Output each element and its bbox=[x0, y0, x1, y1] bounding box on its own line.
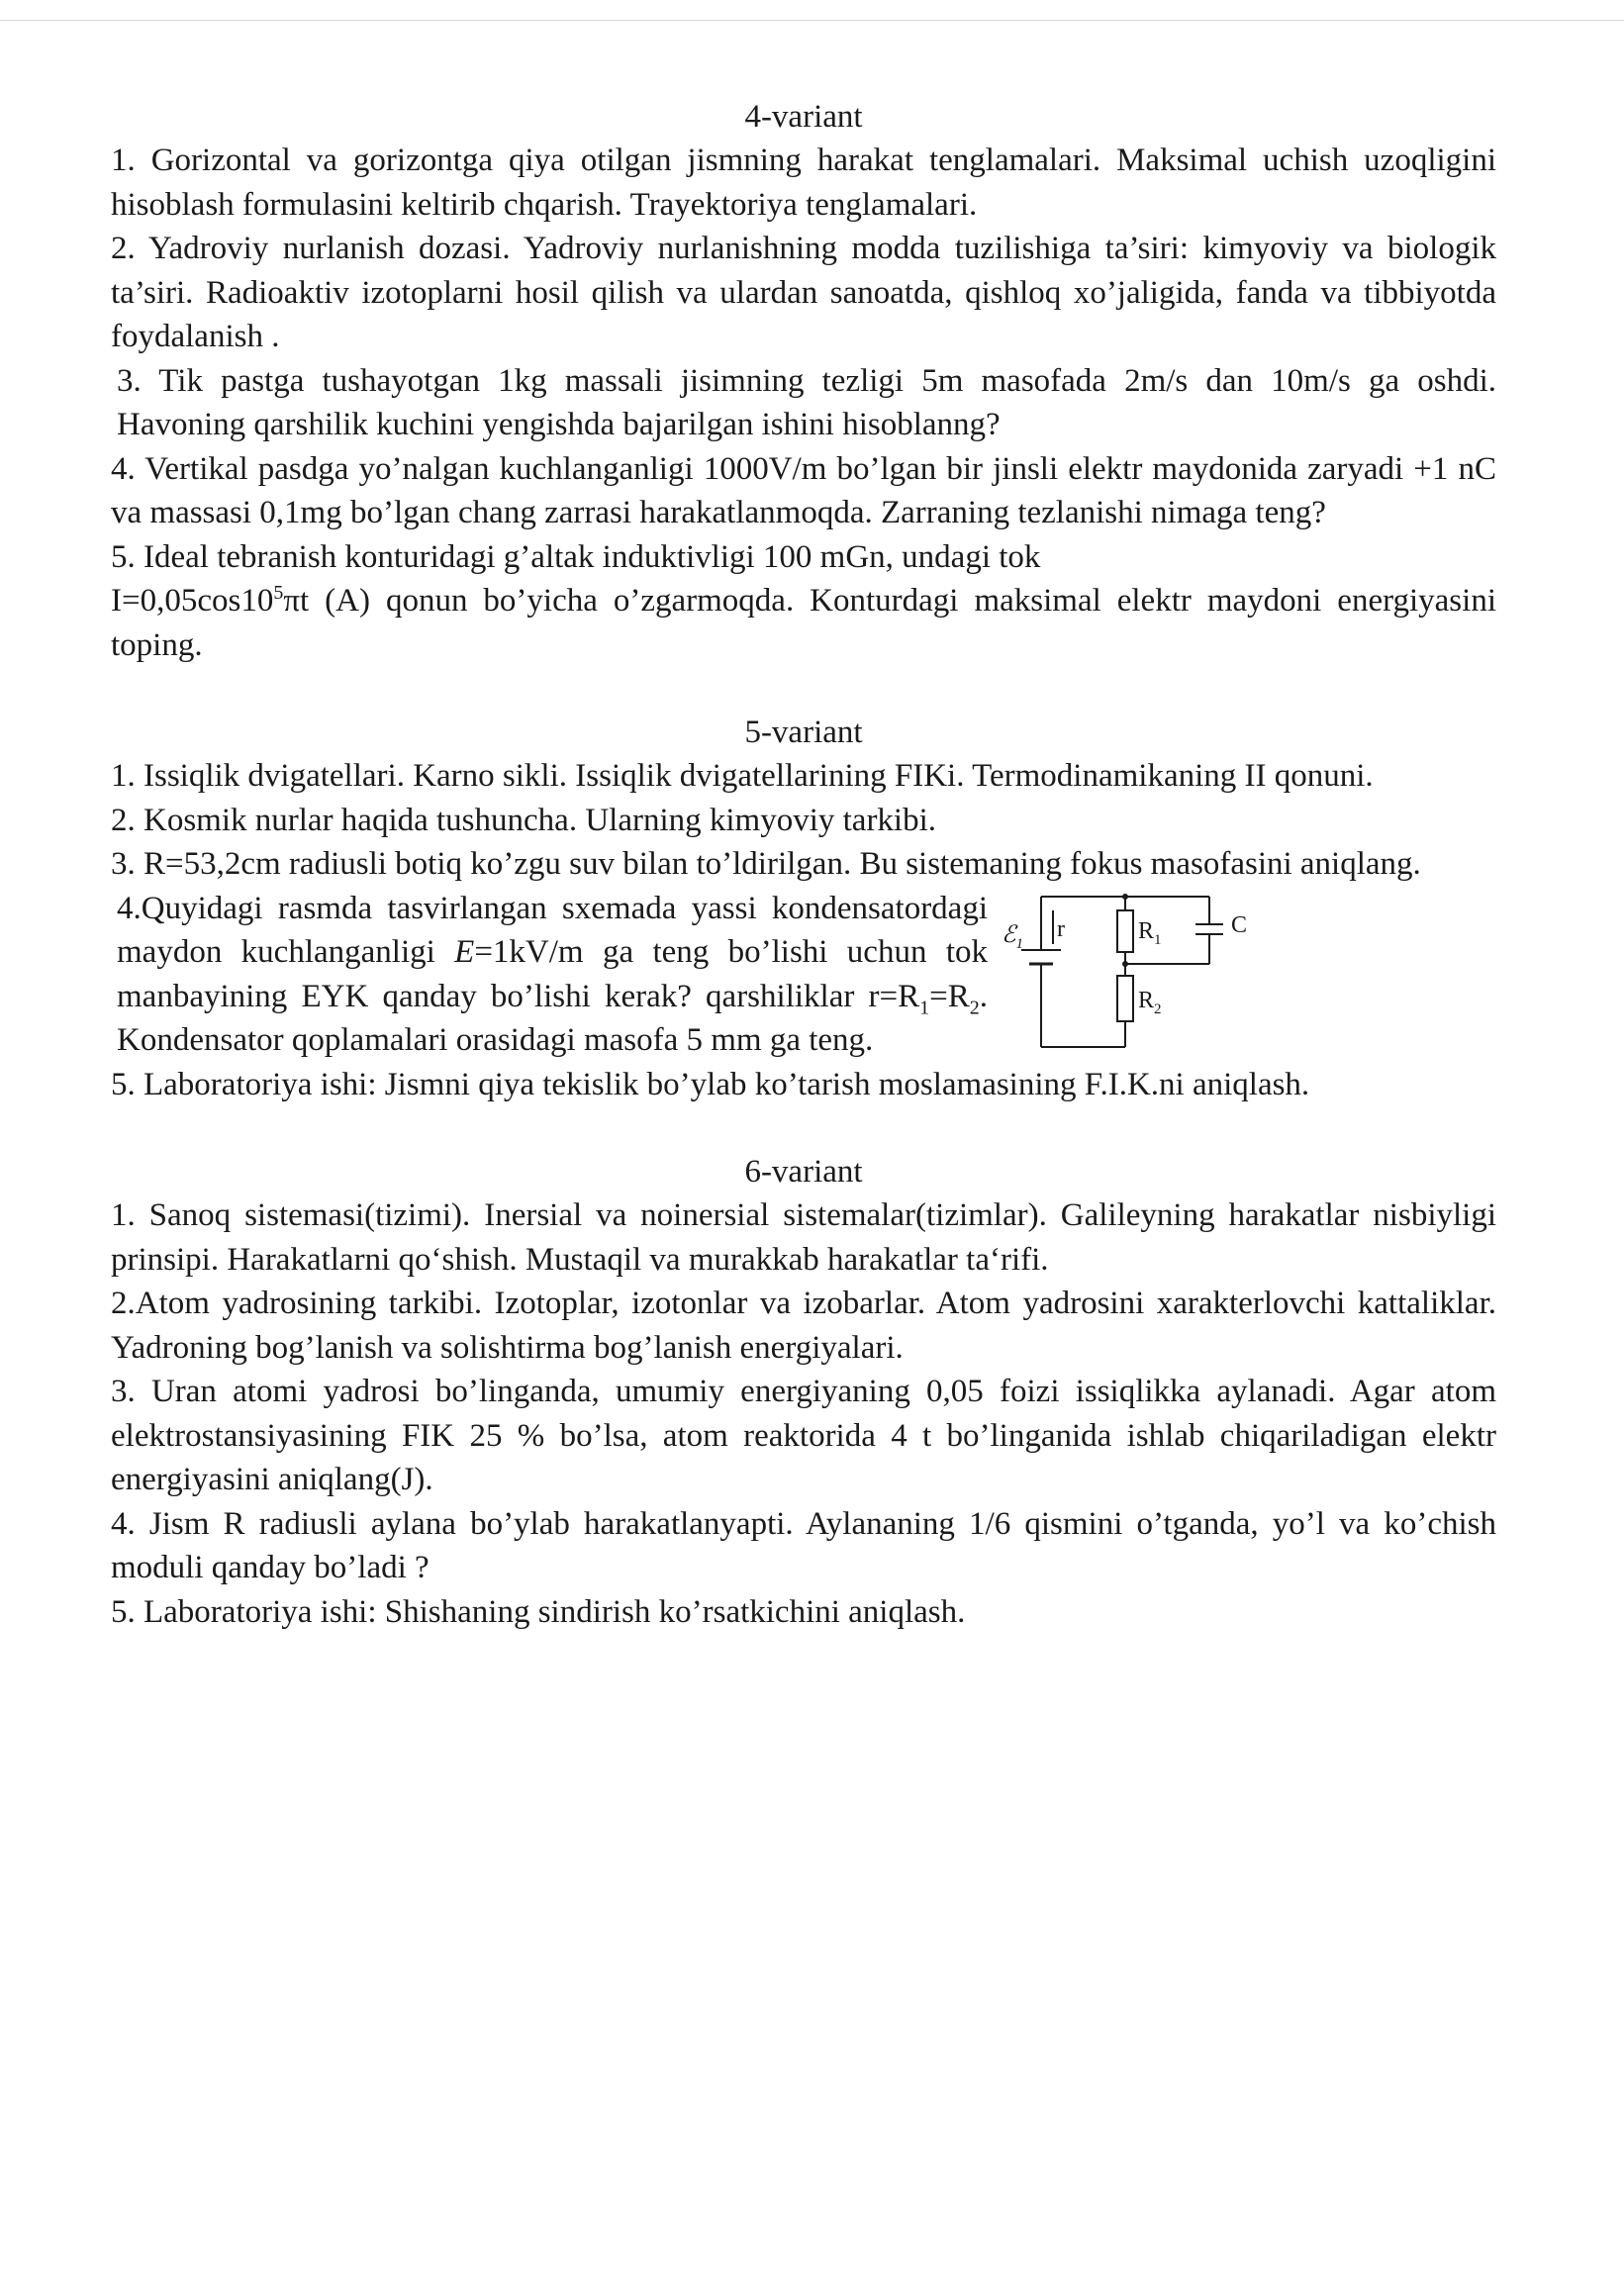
question-item: 1. Sanoq sistemasi(tizimi). Inersial va noinersial sistemalar(tizimlar). Galileyning harakatlar nisbiyligi prinsipi. Harakatlarni qo‘shish. Mustaqil va murakkab harakatlar ta‘rifi. bbox=[111, 1197, 1496, 1278]
variant-5-section bbox=[111, 711, 1496, 1106]
variant-heading: 5-variant bbox=[744, 715, 863, 750]
document-page bbox=[111, 95, 1496, 1634]
variant-6-section bbox=[111, 1150, 1496, 1634]
question-text: =1kV/m ga teng bo’lishi uchun tok manbayining EYK qanday bo’lishi kerak? qarshiliklar r=R bbox=[117, 934, 988, 1014]
question-text: . Kondensator qoplamalari orasidagi masofa 5 mm ga teng. bbox=[117, 978, 988, 1058]
question-item: 2. Yadroviy nurlanish dozasi. Yadroviy nurlanishning modda tuzilishiga ta’siri: kimyoviy va biologik ta’siri. Radioaktiv izotoplarni hosil qilish va ulardan sanoatda, qishloq xo’jaligida, fanda va tibbiyotda foydalanish . bbox=[111, 231, 1496, 354]
variant-heading: 4-variant bbox=[744, 99, 863, 135]
capacitor-label: C bbox=[1231, 911, 1248, 938]
question-item: 5. Laboratoriya ishi: Jismni qiya tekislik bo’ylab ko’tarish moslamasining F.I.K.ni aniqlash. bbox=[111, 1066, 1310, 1102]
question-item bbox=[111, 887, 988, 1063]
subscript: 1 bbox=[919, 997, 930, 1019]
resistor-r2 bbox=[1117, 976, 1133, 1021]
variant-heading: 6-variant bbox=[744, 1154, 863, 1190]
r-label: r bbox=[1057, 915, 1065, 942]
emf-label: ℰ$_1$ bbox=[1002, 921, 1024, 952]
question-text: =R bbox=[929, 978, 970, 1014]
question-item: 1. Issiqlik dvigatellari. Karno sikli. Issiqlik dvigatellarining FIKi. Termodinamikaning II qonuni. bbox=[111, 758, 1374, 794]
subscript: 2 bbox=[969, 997, 980, 1019]
question-item: 1. Gorizontal va gorizontga qiya otilgan jismning harakat tenglamalari. Maksimal uchish uzoqligini hisoblash formulasini keltirib chqarish. Trayektoriya tenglamalari. bbox=[111, 143, 1496, 223]
section-gap bbox=[111, 667, 1496, 711]
question-item: 4. Jism R radiusli aylana bo’ylab harakatlanyapti. Aylananing 1/6 qismini o’tganda, yo’l va ko’chish moduli qanday bo’ladi ? bbox=[111, 1505, 1496, 1585]
question-item: 5. Laboratoriya ishi: Shishaning sindirish ko’rsatkichini aniqlash. bbox=[111, 1593, 966, 1630]
formula-text: I=0,05cos10 bbox=[111, 583, 274, 619]
r1-label: $R_1$ bbox=[1138, 917, 1162, 948]
question-text: πt (A) qonun bo’yicha o’zgarmoqda. Konturdagi maksimal elektr maydoni energiyasini toping. bbox=[111, 583, 1496, 663]
circuit-node bbox=[1122, 961, 1128, 967]
field-symbol: E bbox=[454, 934, 475, 970]
question-text: 5. Ideal tebranish konturidagi g’altak induktivligi 100 mGn, undagi tok bbox=[111, 538, 1041, 575]
question-item: 2.Atom yadrosining tarkibi. Izotoplar, izotonlar va izobarlar. Atom yadrosini xarakterlovchi kattaliklar. Yadroning bog’lanish va solishtirma bog’lanish energiyalari. bbox=[111, 1286, 1496, 1366]
variant-4-section bbox=[111, 95, 1496, 667]
question-item bbox=[111, 535, 1496, 668]
question-item: 2. Kosmik nurlar haqida tushuncha. Ularning kimyoviy tarkibi. bbox=[111, 802, 937, 838]
r2-label: $R_2$ bbox=[1138, 987, 1162, 1017]
question-item: 3. Uran atomi yadrosi bo’linganda, umumiy energiyaning 0,05 foizi issiqlikka aylanadi. Agar atom elektrostansiyasining FIK 25 % bo’lsa, atom reaktorida 4 t bo’linganida ishlab chiqariladigan elektr energiyasini aniqlang(J). bbox=[111, 1374, 1496, 1497]
section-gap bbox=[111, 1106, 1496, 1150]
question-item: 3. R=53,2cm radiusli botiq ko’zgu suv bilan to’ldirilgan. Bu sistemaning fokus masofasini aniqlang. bbox=[111, 846, 1421, 882]
circuit-node bbox=[1122, 894, 1128, 900]
question-item: 4. Vertikal pasdga yo’nalgan kuchlanganligi 1000V/m bo’lgan bir jinsli elektr maydonida zaryadi +1 nC va massasi 0,1mg bo’lgan chang zarrasi harakatlanmoqda. Zarraning tezlanishi nimaga teng? bbox=[111, 450, 1496, 530]
scan-edge-line bbox=[0, 20, 1624, 21]
question-item: 3. Tik pastga tushayotgan 1kg massali jisimning tezligi 5m masofada 2m/s dan 10m/s ga oshdi. Havoning qarshilik kuchini yengishda bajarilgan ishini hisoblanng? bbox=[117, 362, 1496, 442]
question-with-figure bbox=[111, 887, 1496, 1063]
question-text: 4.Quyidagi rasmda tasvirlangan sxemada yassi kondensatordagi maydon kuchlanganligi bbox=[117, 890, 988, 970]
circuit-diagram bbox=[1002, 889, 1318, 1057]
formula-exponent: 5 bbox=[273, 582, 284, 604]
resistor-r1 bbox=[1117, 910, 1133, 952]
